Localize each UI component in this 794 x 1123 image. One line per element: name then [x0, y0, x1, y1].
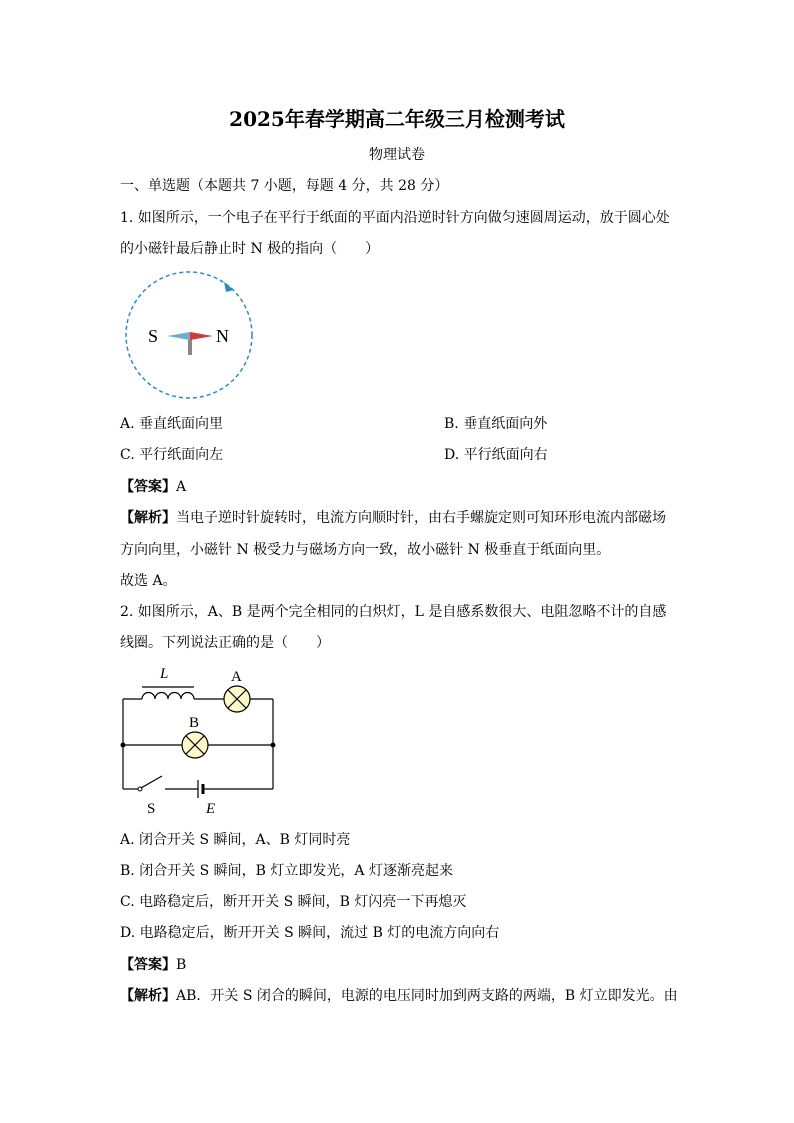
switch-icon: [138, 776, 162, 791]
label-e: E: [206, 801, 216, 817]
inductor-coil-icon: [142, 693, 194, 700]
q1-stem-line2: 的小磁针最后静止时 N 极的指向（ ）: [120, 241, 380, 257]
q1-analysis-line2: 方向向里，小磁针 N 极受力与磁场方向一致，故小磁针 N 极垂直于纸面向里。: [120, 542, 611, 558]
answer-value: B: [176, 957, 187, 973]
section-heading: 一、单选题（本题共 7 小题，每题 4 分，共 28 分）: [120, 178, 449, 194]
q1-answer: [120, 477, 186, 497]
lamp-b-icon: [182, 732, 208, 758]
q1-analysis-line1: [120, 508, 666, 528]
answer-tag: 【答案】: [120, 957, 176, 973]
q1-option-d: D. 平行纸面向右: [444, 447, 548, 463]
q2-option-a: A. 闭合开关 S 瞬间，A、B 灯同时亮: [120, 832, 351, 848]
compass-needle-south: [167, 332, 190, 340]
q2-answer: [120, 955, 186, 975]
answer-value: A: [176, 479, 187, 495]
compass-label-n: N: [216, 326, 229, 346]
q2-option-d: D. 电路稳定后，断开开关 S 瞬间，流过 B 灯的电流方向向右: [120, 925, 500, 941]
q1-stem-line1: 1. 如图所示，一个电子在平行于纸面的平面内沿逆时针方向做匀速圆周运动，放于圆心处: [120, 210, 670, 226]
label-s: S: [147, 801, 156, 817]
q1-conclusion: 故选 A。: [120, 573, 177, 589]
junction-left: [121, 743, 126, 748]
battery-icon: [198, 780, 203, 798]
q2-option-c: C. 电路稳定后，断开开关 S 瞬间，B 灯闪亮一下再熄灭: [120, 894, 467, 910]
lamp-a-icon: [224, 686, 250, 712]
q2-analysis-line1: [120, 986, 678, 1006]
page-title: 2025年春学期高二年级三月检测考试: [229, 107, 565, 131]
q2-stem-line2: 线圈。下列说法正确的是（ ）: [120, 635, 330, 651]
q1-option-a: A. 垂直纸面向里: [120, 416, 224, 432]
page-subtitle: 物理试卷: [369, 147, 425, 163]
orbit-arrow-icon: [224, 282, 234, 292]
label-a: A: [231, 669, 242, 685]
q2-circuit-figure: [110, 660, 290, 820]
label-b: B: [189, 715, 200, 731]
junction-right: [271, 743, 276, 748]
compass-label-s: S: [148, 326, 159, 346]
q2-stem-line1: 2. 如图所示，A、B 是两个完全相同的白炽灯，L 是自感系数很大、电阻忽略不计的自感: [120, 604, 667, 620]
analysis-text: AB．开关 S 闭合的瞬间，电源的电压同时加到两支路的两端，B 灯立即发光。由: [176, 988, 678, 1004]
q1-option-c: C. 平行纸面向左: [120, 447, 224, 463]
q2-option-b: B. 闭合开关 S 瞬间，B 灯立即发光，A 灯逐渐亮起来: [120, 863, 453, 879]
analysis-text: 当电子逆时针旋转时，电流方向顺时针，由右手螺旋定则可知环形电流内部磁场: [176, 510, 666, 526]
answer-tag: 【答案】: [120, 479, 176, 495]
q1-figure: [120, 270, 260, 400]
analysis-tag: 【解析】: [120, 510, 176, 526]
analysis-tag: 【解析】: [120, 988, 176, 1004]
compass-needle-north: [190, 332, 213, 340]
q1-option-b: B. 垂直纸面向外: [444, 416, 548, 432]
label-l: L: [160, 666, 169, 682]
